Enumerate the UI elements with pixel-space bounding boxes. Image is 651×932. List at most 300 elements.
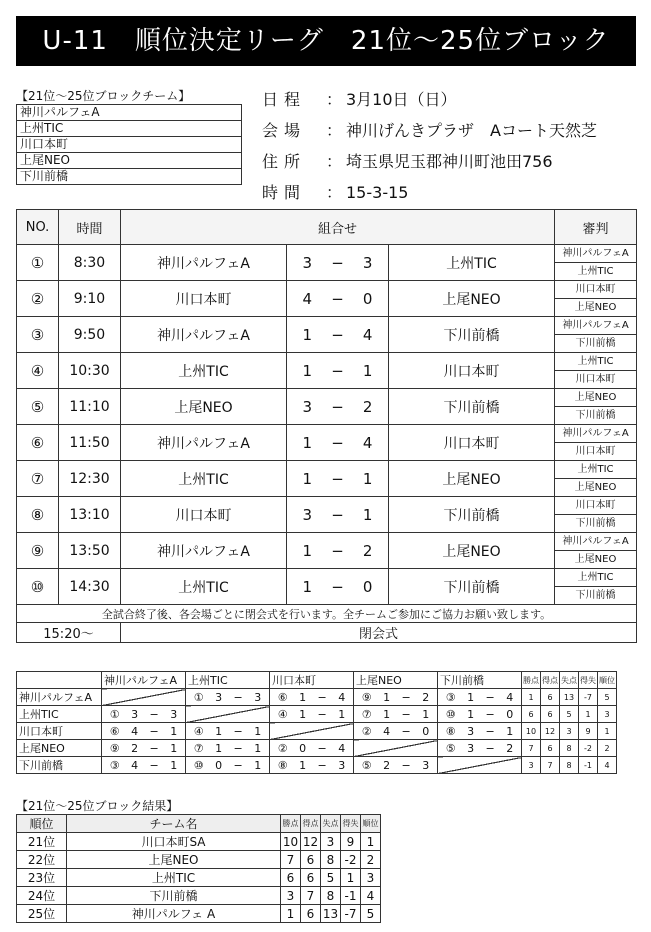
results-cell: 3 xyxy=(321,833,341,851)
round-robin-stat: 7 xyxy=(541,757,560,774)
match-row xyxy=(17,245,637,263)
home-score: 1 xyxy=(302,577,313,596)
match-home-team: 上州TIC xyxy=(121,353,287,389)
match-time: 13:50 xyxy=(59,533,121,569)
round-robin-stat: 9 xyxy=(579,723,598,740)
closing-time: 15:20〜 xyxy=(17,623,121,643)
result-line xyxy=(104,742,183,755)
results-cell: 8 xyxy=(321,887,341,905)
goals-for: 1 xyxy=(215,724,223,738)
header-time: 時間 xyxy=(59,210,121,245)
away-score: 0 xyxy=(362,577,373,596)
match-time: 13:10 xyxy=(59,497,121,533)
referee-team: 川口本町 xyxy=(555,281,637,299)
round-robin-stat-header: 失点 xyxy=(560,672,579,689)
round-robin-self-cell xyxy=(354,740,438,757)
round-robin-row xyxy=(17,689,617,706)
score-line xyxy=(287,578,388,596)
home-score: 1 xyxy=(302,325,313,344)
result-line xyxy=(104,759,183,772)
away-score: 4 xyxy=(362,325,373,344)
result-line xyxy=(356,725,435,738)
goals-against: 0 xyxy=(422,724,430,738)
results-cell: -1 xyxy=(341,887,361,905)
team-entry: 上州TIC xyxy=(17,121,242,137)
round-robin-stat-header: 勝点 xyxy=(522,672,541,689)
match-score xyxy=(287,281,389,317)
info-key: 時間 xyxy=(262,183,307,202)
info-row-time xyxy=(262,177,597,208)
score-dash: − xyxy=(317,758,327,772)
goals-for: 3 xyxy=(215,690,223,704)
result-line xyxy=(188,691,267,704)
goals-against: 1 xyxy=(170,741,178,755)
score-dash: − xyxy=(485,741,495,755)
round-robin-self-cell xyxy=(270,723,354,740)
score-dash: − xyxy=(233,724,243,738)
referee-team: 川口本町 xyxy=(555,497,637,515)
referee-team: 川口本町 xyxy=(555,443,637,461)
round-robin-result xyxy=(102,740,186,757)
round-robin-result xyxy=(270,740,354,757)
away-score: 3 xyxy=(362,253,373,272)
round-robin-stat: 5 xyxy=(560,706,579,723)
round-robin-stat: 1 xyxy=(579,706,598,723)
match-time: 10:30 xyxy=(59,353,121,389)
result-line xyxy=(272,742,351,755)
home-score: 3 xyxy=(302,505,313,524)
result-line xyxy=(188,759,267,772)
match-time: 9:10 xyxy=(59,281,121,317)
info-row-date xyxy=(262,84,597,115)
page-title: U-11 順位決定リーグ 21位〜25位ブロック xyxy=(16,16,636,66)
score-line xyxy=(287,326,388,344)
goals-against: 2 xyxy=(506,741,514,755)
score-dash: − xyxy=(317,707,327,721)
goals-for: 2 xyxy=(383,758,391,772)
block-teams-heading: 【21位〜25位ブロックチーム】 xyxy=(16,89,191,103)
away-score: 2 xyxy=(362,541,373,560)
goals-against: 0 xyxy=(506,707,514,721)
away-score: 1 xyxy=(362,361,373,380)
match-no: ⑥ xyxy=(277,690,288,704)
results-cell: 6 xyxy=(281,869,301,887)
match-no: ⑥ xyxy=(17,425,59,461)
round-robin-stat: 10 xyxy=(522,723,541,740)
round-robin-row xyxy=(17,757,617,774)
match-away-team: 下川前橋 xyxy=(389,497,555,533)
home-score: 3 xyxy=(302,397,313,416)
results-cell: 23位 xyxy=(17,869,67,887)
results-cell: 1 xyxy=(281,905,301,923)
results-cell: 5 xyxy=(321,869,341,887)
referee-team: 川口本町 xyxy=(555,371,637,389)
results-cell: 21位 xyxy=(17,833,67,851)
match-away-team: 川口本町 xyxy=(389,425,555,461)
goals-against: 1 xyxy=(506,724,514,738)
match-score xyxy=(287,497,389,533)
round-robin-row-team: 川口本町 xyxy=(17,723,102,740)
results-cell: -7 xyxy=(341,905,361,923)
match-no: ① xyxy=(109,707,120,721)
referee-team: 上州TIC xyxy=(555,353,637,371)
away-score: 0 xyxy=(362,289,373,308)
results-cell: 25位 xyxy=(17,905,67,923)
score-dash: − xyxy=(401,690,411,704)
goals-against: 3 xyxy=(254,690,262,704)
score-line xyxy=(287,506,388,524)
results-cell: 神川パルフェ A xyxy=(67,905,281,923)
results-header: 順位 xyxy=(361,815,381,833)
round-robin-result xyxy=(270,757,354,774)
score-dash: − xyxy=(331,433,344,452)
results-cell: 9 xyxy=(341,833,361,851)
round-robin-stat: 6 xyxy=(541,740,560,757)
closing-row xyxy=(17,623,637,643)
goals-for: 0 xyxy=(299,741,307,755)
result-line xyxy=(272,708,351,721)
results-heading: 【21位〜25位ブロック結果】 xyxy=(16,799,179,813)
results-header: 失点 xyxy=(321,815,341,833)
score-dash: − xyxy=(485,724,495,738)
result-line xyxy=(272,691,351,704)
closing-label: 閉会式 xyxy=(121,623,637,643)
round-robin-stat: 6 xyxy=(541,689,560,706)
round-robin-stat: 8 xyxy=(560,757,579,774)
match-no: ⑤ xyxy=(17,389,59,425)
match-away-team: 川口本町 xyxy=(389,353,555,389)
referee-team: 下川前橋 xyxy=(555,515,637,533)
home-score: 3 xyxy=(302,253,313,272)
round-robin-result xyxy=(186,723,270,740)
info-colon: ： xyxy=(326,90,343,109)
round-robin-result xyxy=(438,689,522,706)
results-header: 得点 xyxy=(301,815,321,833)
match-away-team: 上尾NEO xyxy=(389,461,555,497)
round-robin-result xyxy=(186,689,270,706)
match-no: ⑦ xyxy=(17,461,59,497)
header-ref: 審判 xyxy=(555,210,637,245)
result-line xyxy=(188,742,267,755)
results-header-row xyxy=(17,815,381,833)
score-dash: − xyxy=(401,707,411,721)
score-line xyxy=(287,542,388,560)
header-match: 組合せ xyxy=(121,210,555,245)
match-away-team: 上尾NEO xyxy=(389,533,555,569)
results-cell: 22位 xyxy=(17,851,67,869)
score-dash: − xyxy=(317,690,327,704)
referee-team: 神川パルフェA xyxy=(555,425,637,443)
results-cell: 2 xyxy=(361,851,381,869)
away-score: 4 xyxy=(362,433,373,452)
match-row xyxy=(17,281,637,299)
goals-against: 1 xyxy=(170,758,178,772)
goals-for: 1 xyxy=(383,707,391,721)
results-row xyxy=(17,905,381,923)
score-dash: − xyxy=(331,469,344,488)
home-score: 4 xyxy=(302,289,313,308)
result-line xyxy=(440,725,519,738)
match-no: ④ xyxy=(193,724,204,738)
schedule-note-row xyxy=(17,605,637,623)
score-dash: − xyxy=(149,724,159,738)
result-line xyxy=(356,759,435,772)
round-robin-result xyxy=(354,757,438,774)
schedule-header-row xyxy=(17,210,637,245)
away-score: 2 xyxy=(362,397,373,416)
match-score xyxy=(287,569,389,605)
score-dash: − xyxy=(317,741,327,755)
goals-for: 0 xyxy=(215,758,223,772)
match-time: 11:10 xyxy=(59,389,121,425)
team-entry: 下川前橋 xyxy=(17,169,242,185)
score-dash: − xyxy=(331,577,344,596)
match-score xyxy=(287,353,389,389)
info-value: 神川げんきプラザ Aコート天然芝 xyxy=(346,121,597,140)
goals-against: 4 xyxy=(506,690,514,704)
referee-team: 上尾NEO xyxy=(555,389,637,407)
round-robin-result xyxy=(102,706,186,723)
result-line xyxy=(188,725,267,738)
results-header: 得失 xyxy=(341,815,361,833)
match-home-team: 神川パルフェA xyxy=(121,533,287,569)
results-cell: -2 xyxy=(341,851,361,869)
round-robin-stat-header: 得点 xyxy=(541,672,560,689)
results-cell: 12 xyxy=(301,833,321,851)
referee-team: 上州TIC xyxy=(555,263,637,281)
match-score xyxy=(287,389,389,425)
team-entry: 川口本町 xyxy=(17,137,242,153)
round-robin-result xyxy=(354,723,438,740)
round-robin-stat: 13 xyxy=(560,689,579,706)
match-row xyxy=(17,425,637,443)
match-row xyxy=(17,461,637,479)
match-time: 9:50 xyxy=(59,317,121,353)
round-robin-stat-header: 順位 xyxy=(598,672,617,689)
match-no: ③ xyxy=(109,758,120,772)
results-cell: 7 xyxy=(281,851,301,869)
score-dash: − xyxy=(331,289,344,308)
round-robin-row-team: 上州TIC xyxy=(17,706,102,723)
goals-for: 2 xyxy=(131,741,139,755)
round-robin-row-team: 神川パルフェA xyxy=(17,689,102,706)
round-robin-row-team: 上尾NEO xyxy=(17,740,102,757)
match-home-team: 神川パルフェA xyxy=(121,245,287,281)
referee-team: 神川パルフェA xyxy=(555,245,637,263)
goals-against: 3 xyxy=(338,758,346,772)
round-robin-stat: 6 xyxy=(522,706,541,723)
match-no: ⑩ xyxy=(17,569,59,605)
block-teams-table xyxy=(16,104,242,185)
results-cell: 7 xyxy=(301,887,321,905)
goals-against: 4 xyxy=(338,690,346,704)
results-cell: 1 xyxy=(341,869,361,887)
goals-against: 1 xyxy=(254,741,262,755)
home-score: 1 xyxy=(302,361,313,380)
result-line xyxy=(440,742,519,755)
round-robin-stat: 8 xyxy=(560,740,579,757)
schedule-note: 全試合終了後、各会場ごとに閉会式を行います。全チームご参加にご協力お願い致します。 xyxy=(17,605,637,623)
match-no: ⑤ xyxy=(361,758,372,772)
match-away-team: 下川前橋 xyxy=(389,569,555,605)
round-robin-stat: 5 xyxy=(598,689,617,706)
referee-team: 上尾NEO xyxy=(555,299,637,317)
score-line xyxy=(287,470,388,488)
goals-for: 1 xyxy=(215,741,223,755)
results-cell: 6 xyxy=(301,905,321,923)
match-home-team: 川口本町 xyxy=(121,281,287,317)
match-row xyxy=(17,533,637,551)
result-line xyxy=(104,708,183,721)
match-score xyxy=(287,245,389,281)
score-line xyxy=(287,398,388,416)
goals-for: 3 xyxy=(467,741,475,755)
match-score xyxy=(287,317,389,353)
results-cell: 5 xyxy=(361,905,381,923)
info-colon: ： xyxy=(326,121,343,140)
result-line xyxy=(356,691,435,704)
round-robin-stat: -1 xyxy=(579,757,598,774)
goals-for: 4 xyxy=(131,724,139,738)
home-score: 1 xyxy=(302,469,313,488)
results-cell: 6 xyxy=(301,851,321,869)
goals-against: 3 xyxy=(422,758,430,772)
round-robin-col-team: 川口本町 xyxy=(270,672,354,689)
match-score xyxy=(287,533,389,569)
results-cell: 10 xyxy=(281,833,301,851)
home-score: 1 xyxy=(302,541,313,560)
referee-team: 下川前橋 xyxy=(555,335,637,353)
score-dash: − xyxy=(331,325,344,344)
score-dash: − xyxy=(149,741,159,755)
round-robin-result xyxy=(102,723,186,740)
match-away-team: 下川前橋 xyxy=(389,389,555,425)
round-robin-result xyxy=(438,706,522,723)
referee-team: 上尾NEO xyxy=(555,479,637,497)
score-dash: − xyxy=(149,758,159,772)
results-cell: 4 xyxy=(361,887,381,905)
round-robin-result xyxy=(354,706,438,723)
match-score xyxy=(287,425,389,461)
round-robin-stat: 4 xyxy=(598,757,617,774)
goals-against: 3 xyxy=(170,707,178,721)
info-row-address xyxy=(262,146,597,177)
round-robin-col-team: 上州TIC xyxy=(186,672,270,689)
round-robin-stat: 3 xyxy=(598,706,617,723)
referee-team: 神川パルフェA xyxy=(555,317,637,335)
round-robin-result xyxy=(438,740,522,757)
round-robin-row xyxy=(17,723,617,740)
header-no: NO. xyxy=(17,210,59,245)
goals-for: 4 xyxy=(131,758,139,772)
round-robin-stat: 3 xyxy=(522,757,541,774)
referee-team: 神川パルフェA xyxy=(555,533,637,551)
match-home-team: 神川パルフェA xyxy=(121,317,287,353)
results-header: チーム名 xyxy=(67,815,281,833)
results-cell: 3 xyxy=(361,869,381,887)
away-score: 1 xyxy=(362,469,373,488)
match-no: ② xyxy=(361,724,372,738)
match-row xyxy=(17,317,637,335)
round-robin-result xyxy=(354,689,438,706)
round-robin-stat: 12 xyxy=(541,723,560,740)
match-no: ② xyxy=(17,281,59,317)
round-robin-self-cell xyxy=(438,757,522,774)
round-robin-stat: 3 xyxy=(560,723,579,740)
goals-for: 3 xyxy=(467,724,475,738)
round-robin-self-cell xyxy=(186,706,270,723)
results-row xyxy=(17,851,381,869)
results-header: 勝点 xyxy=(281,815,301,833)
results-row xyxy=(17,887,381,905)
match-row xyxy=(17,569,637,587)
match-no: ⑨ xyxy=(17,533,59,569)
score-dash: − xyxy=(149,707,159,721)
info-colon: ： xyxy=(326,183,343,202)
home-score: 1 xyxy=(302,433,313,452)
goals-for: 3 xyxy=(131,707,139,721)
goals-against: 2 xyxy=(422,690,430,704)
round-robin-col-team: 上尾NEO xyxy=(354,672,438,689)
info-key: 会場 xyxy=(262,121,307,140)
result-line xyxy=(104,725,183,738)
score-dash: − xyxy=(331,505,344,524)
results-cell: 3 xyxy=(281,887,301,905)
results-table xyxy=(16,814,381,923)
score-line xyxy=(287,362,388,380)
match-home-team: 神川パルフェA xyxy=(121,425,287,461)
score-dash: − xyxy=(331,253,344,272)
match-score xyxy=(287,461,389,497)
goals-against: 1 xyxy=(254,724,262,738)
results-header: 順位 xyxy=(17,815,67,833)
score-dash: − xyxy=(331,541,344,560)
round-robin-row xyxy=(17,740,617,757)
round-robin-table xyxy=(16,671,617,774)
round-robin-stat: 6 xyxy=(541,706,560,723)
results-cell: 川口本町SA xyxy=(67,833,281,851)
match-no: ⑩ xyxy=(445,707,456,721)
results-row xyxy=(17,833,381,851)
result-line xyxy=(272,759,351,772)
results-cell: 8 xyxy=(321,851,341,869)
round-robin-stat: 7 xyxy=(522,740,541,757)
goals-for: 1 xyxy=(299,707,307,721)
results-cell: 13 xyxy=(321,905,341,923)
match-no: ⑤ xyxy=(445,741,456,755)
match-time: 11:50 xyxy=(59,425,121,461)
match-home-team: 上州TIC xyxy=(121,461,287,497)
team-entry: 神川パルフェA xyxy=(17,105,242,121)
block-teams-box xyxy=(16,88,242,185)
info-key: 住所 xyxy=(262,152,307,171)
round-robin-result xyxy=(186,757,270,774)
round-robin-result xyxy=(438,723,522,740)
info-key: 日程 xyxy=(262,90,307,109)
event-info xyxy=(262,84,597,208)
goals-for: 1 xyxy=(467,707,475,721)
match-no: ④ xyxy=(17,353,59,389)
goals-against: 4 xyxy=(338,741,346,755)
match-no: ⑦ xyxy=(361,707,372,721)
score-line xyxy=(287,290,388,308)
referee-team: 上尾NEO xyxy=(555,551,637,569)
result-line xyxy=(440,691,519,704)
goals-for: 1 xyxy=(299,690,307,704)
round-robin-stat: 1 xyxy=(522,689,541,706)
goals-for: 1 xyxy=(299,758,307,772)
round-robin-result xyxy=(270,689,354,706)
